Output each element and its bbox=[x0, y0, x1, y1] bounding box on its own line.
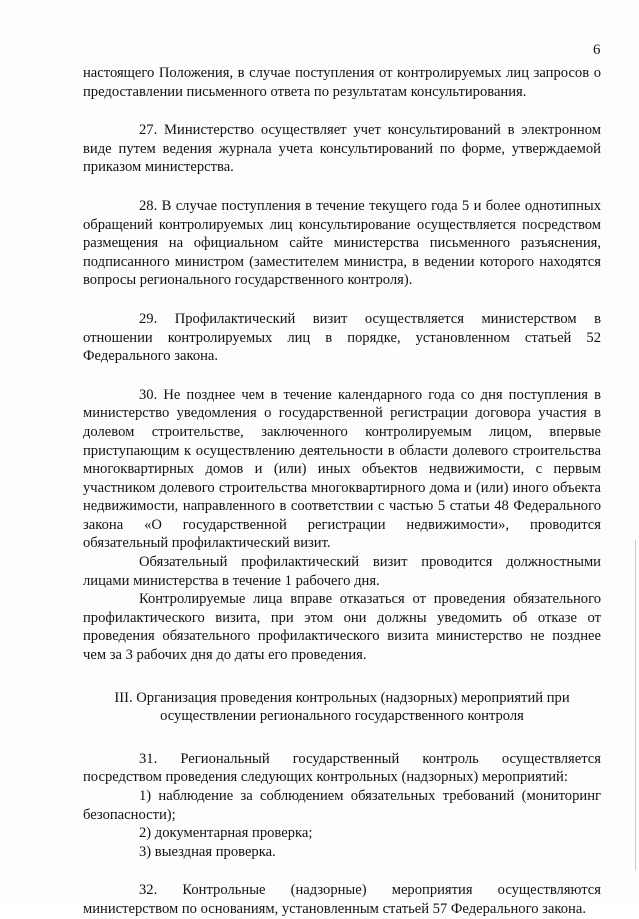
paragraph-30: 30. Не позднее чем в течение календарного года со дня поступления в министерство уведомления о государственной регистрации договора участия в долевом строительстве, заключенного контролируемым лицом, впервые приступающим к осуществлению деятельности в области долевого строительства многоквартирных домов и (или) иных объектов недвижимости, с первым участником долевого строительства многоквартирного дома и (или) иного объекта недвижимости, направленного в соответствии с частью 5 статьи 48 Федерального закона «О государственной регистрации недвижимости», проводится обязательный профилактический визит. bbox=[83, 386, 601, 552]
document-body bbox=[83, 64, 601, 919]
paragraph-28: 28. В случае поступления в течение текущего года 5 и более однотипных обращений контролируемых лиц консультирование осуществляется посредством размещения на официальном сайте министерства письменного разъяснения, подписанного министром (заместителем министра, в ведении которого находятся вопросы регионального государственного контроля). bbox=[83, 197, 601, 289]
paragraph-31: 31. Региональный государственный контроль осуществляется посредством проведения следующих контрольных (надзорных) мероприятий: bbox=[83, 750, 601, 786]
paragraph-29: 29. Профилактический визит осуществляется министерством в отношении контролируемых лиц в порядке, установленном статьей 52 Федерального закона. bbox=[83, 310, 601, 365]
paragraph-32: 32. Контрольные (надзорные) мероприятия осуществляются министерством по основаниям, установленным статьей 57 Федерального закона. bbox=[83, 882, 601, 917]
section-heading-line-2: осуществлении регионального государственного контроля bbox=[160, 708, 524, 725]
list-item-1: 1) наблюдение за соблюдением обязательных требований (мониторинг безопасности); bbox=[83, 788, 601, 823]
section-heading bbox=[83, 689, 601, 726]
list-item-3: 3) выездная проверка. bbox=[139, 843, 276, 860]
scan-edge-shadow bbox=[635, 540, 636, 870]
paragraph-30-mandatory-visit: Обязательный профилактический визит проводится должностными лицами министерства в течение 1 рабочего дня. bbox=[83, 554, 601, 589]
paragraph-continuation: настоящего Положения, в случае поступления от контролируемых лиц запросов о предоставлении письменного ответа по результатам консультирования. bbox=[83, 65, 601, 100]
section-heading-line-1: III. Организация проведения контрольных (надзорных) мероприятий при bbox=[114, 689, 570, 706]
page-number: 6 bbox=[593, 42, 601, 58]
paragraph-30-refusal: Контролируемые лица вправе отказаться от проведения обязательного профилактического визита, при этом они должны уведомить об отказе от проведения обязательного профилактического визита министерство не позднее чем за 3 рабочих дня до даты его проведения. bbox=[83, 591, 601, 664]
paragraph-27: 27. Министерство осуществляет учет консультирований в электронном виде путем ведения журнала учета консультирований по форме, утверждаемой приказом министерства. bbox=[83, 122, 601, 176]
list-item-2: 2) документарная проверка; bbox=[139, 825, 313, 842]
